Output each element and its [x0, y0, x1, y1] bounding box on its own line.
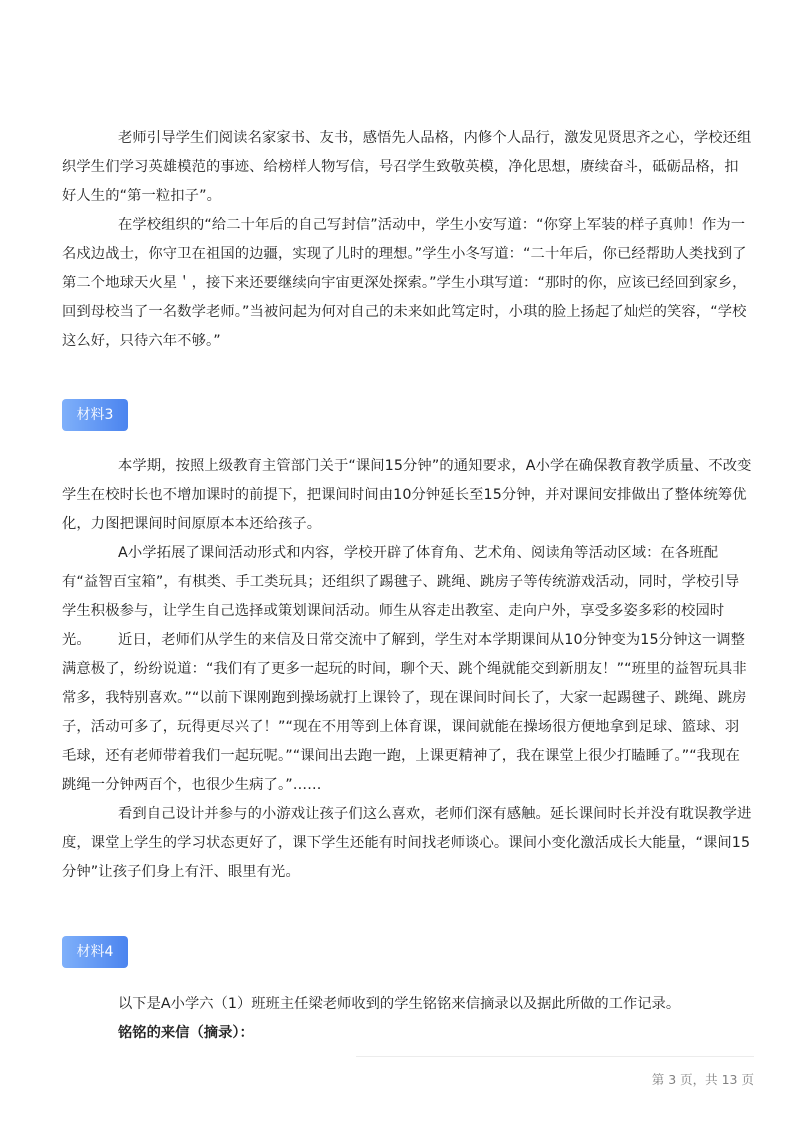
paragraph-6: 看到自己设计并参与的小游戏让孩子们这么喜欢，老师们深有感触。延长课间时长并没有耽误教学进度，课堂上学生的学习状态更好了，课下学生还能有时间找老师谈心。课间小变化激活成长大能量，“课间15分钟”让孩子们身上有汗、眼里有光。 [62, 806, 752, 880]
material-3-label: 材料3 [62, 399, 128, 431]
paragraph-5: 近日，老师们从学生的来信及日常交流中了解到，学生对本学期课间从10分钟变为15分钟这一调整满意极了，纷纷说道：“我们有了更多一起玩的时间，聊个天、跳个绳就能交到新朋友！”“班里的益智玩具非常多，我特别喜欢。”“以前下课刚跑到操场就打上课铃了，现在课间时间长了，大家一起踢毽子、跳绳、跳房子，活动可多了，玩得更尽兴了！”“现在不用等到上体育课，课间就能在操场很方便地拿到足球、篮球、羽毛球，还有老师带着我们一起玩呢。”“课间出去跑一跑，上课更精神了，我在课堂上很少打瞌睡了。”“我现在跳绳一分钟两百个，也很少生病了。”…… [62, 632, 747, 793]
page-number: 第 3 页，共 13 页 [651, 1072, 754, 1087]
paragraph-7: 以下是A小学六（1）班班主任梁老师收到的学生铭铭来信摘录以及据此所做的工作记录。 [118, 996, 681, 1012]
paragraph-4: A小学拓展了课间活动形式和内容，学校开辟了体育角、艺术角、阅读角等活动区域：在各班配有“益智百宝箱”，有棋类、手工类玩具；还组织了踢毽子、跳绳、跳房子等传统游戏活动，同时，学校引导学生积极参与，让学生自己选择或策划课间活动。师生从容走出教室、走向户外，享受多姿多彩的校园时光。 [62, 545, 740, 648]
material-4-label: 材料4 [62, 936, 128, 968]
paragraph-1: 老师引导学生们阅读名家家书、友书，感悟先人品格，内修个人品行，激发见贤思齐之心，学校还组织学生们学习英雄模范的事迹、给榜样人物写信，号召学生致敬英模，净化思想，赓续奋斗，砥砺品格，扣好人生的“第一粒扣子”。 [62, 130, 752, 204]
paragraph-3: 本学期，按照上级教育主管部门关于“课间15分钟”的通知要求，A小学在确保教育教学质量、不改变学生在校时长也不增加课时的前提下，把课间时间由10分钟延长至15分钟，并对课间安排做出了整体统筹优化，力图把课间时间原原本本还给孩子。 [62, 458, 752, 532]
footer-divider [356, 1056, 754, 1057]
letter-heading: 铭铭的来信（摘录）： [118, 1025, 254, 1041]
paragraph-2: 在学校组织的“给二十年后的自己写封信”活动中，学生小安写道：“你穿上军装的样子真帅！作为一名戍边战士，你守卫在祖国的边疆，实现了儿时的理想。”学生小冬写道：“二十年后，你已经帮助人类找到了第二个地球天火星＇，接下来还要继续向宇宙更深处探索。”学生小琪写道：“那时的你，应该已经回到家乡，回到母校当了一名数学老师。”当被问起为何对自己的未来如此笃定时，小琪的脸上扬起了灿烂的笑容，“学校这么好，只待六年不够。” [62, 217, 747, 349]
